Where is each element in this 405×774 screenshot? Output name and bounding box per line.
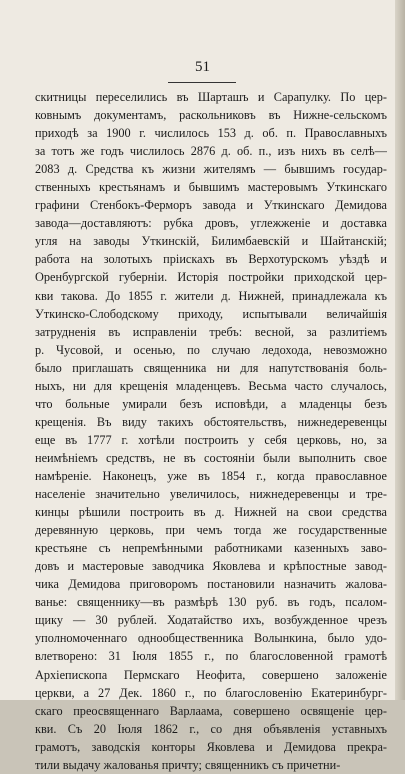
text-line: что больные умирали безъ исповѣди, а младенцы безъ — [35, 396, 387, 411]
text-line: р. Чусовой, и осенью, по случаю ледохода, невозможно — [35, 342, 387, 357]
text-line: довъ и мастеровые заводчика Яковлева и крѣпостные завод- — [35, 559, 387, 574]
text-line: уполномоченнаго однообщественника Волынкина, было удо- — [35, 631, 387, 646]
text-line: еще въ 1777 г. хотѣли построить у себя церковь, но, за — [35, 432, 387, 447]
text-line: ственныхъ крестьянамъ и бывшимъ мастеровымъ Уткинскаго — [35, 180, 387, 195]
header-rule — [168, 82, 236, 83]
text-line: щику — 30 рублей. Ходатайство ихъ, возбужденное чрезъ — [35, 613, 387, 628]
text-line: приходѣ за 1900 г. числилось 153 д. об. п. Православныхъ — [35, 126, 387, 141]
text-line: населеніе значительно увеличилось, нижнедеревенцы и тре- — [35, 487, 387, 502]
text-line: влетворено: 31 Іюля 1855 г., по благословенной грамотѣ — [35, 649, 387, 664]
text-line: скитницы переселились въ Шарташъ и Сарапулку. По цер- — [35, 90, 387, 104]
text-line: было приглашать священника ни для напутствованія боль- — [35, 360, 387, 375]
text-line: Оренбургской губерніи. Исторія постройки приходской цер- — [35, 270, 387, 285]
text-line: ванье: священнику—въ размѣрѣ 130 руб. въ годъ, псалом- — [35, 595, 387, 610]
text-line: работа на золотыхъ пріискахъ въ Верхотурскомъ уѣздѣ и — [35, 252, 387, 267]
text-line: тили выдачу жалованья причту; священникъ съ причетни- — [35, 757, 341, 772]
text-line: деревянную церковь, при чемъ тогда же государственные — [35, 523, 387, 538]
text-line: неимѣніемъ средствъ, не въ состояніи были выполнить свое — [35, 450, 387, 465]
text-line: грамотъ, заводскія конторы Яковлева и Демидова прекра- — [35, 739, 387, 754]
text-line: ныхъ, ни для крещенія младенцевъ. Весьма часто случалось, — [35, 378, 387, 393]
text-line: Архіепископа Пермскаго Неофита, совершено заложеніе — [35, 667, 387, 682]
text-line: кинцы рѣшили построить въ д. Нижней на свои средства — [35, 505, 387, 520]
page-edge-shadow — [395, 0, 405, 700]
text-line: намѣреніе. Наконецъ, уже въ 1854 г., когда православное — [35, 468, 387, 483]
text-line: кви такова. До 1855 г. жители д. Нижней, принадлежала къ — [35, 288, 387, 303]
text-line: Уткинско-Слободскому приходу, испытывали величайшія — [35, 306, 387, 321]
page-number: 51 — [195, 59, 210, 75]
text-line: графини Стенбокъ-Ферморъ завода и Уткинскаго Демидова — [35, 198, 387, 213]
text-line: завода—доставляютъ: рубка дровъ, углежженіе и доставка — [35, 216, 387, 231]
text-line: за тотъ же годъ числилось 2876 д. об. п., изъ нихъ въ селѣ— — [35, 144, 387, 159]
text-line: угля на заводы Уткинскій, Билимбаевскій и Шайтанскій; — [35, 234, 387, 249]
text-line: церкви, а 27 Дек. 1860 г., по благословенію Екатеринбург- — [35, 685, 387, 700]
text-line: крещенія. Въ виду такихъ обстоятельствъ, нижнедеревенцы — [35, 414, 387, 429]
body-text — [35, 88, 387, 774]
text-line: ковнымъ документамъ, раскольниковъ въ Нижне-сельскомъ — [35, 108, 387, 123]
text-line: кви. Съ 20 Іюля 1862 г., со дня объявленія уставныхъ — [35, 721, 387, 736]
text-line: затрудненія въ исправленіи требъ: весной, за разлитіемъ — [35, 324, 387, 339]
text-line: крестьяне съ непремѣнными работниками казенныхъ заво- — [35, 541, 387, 556]
text-line: чика Демидова приговоромъ постановили назначить жалова- — [35, 577, 387, 592]
text-line: скаго преосвященнаго Варлаама, совершено освященіе цер- — [35, 703, 387, 718]
text-line: 2083 д. Средства къ жизни жителямъ — бывшимъ государ- — [35, 162, 387, 177]
